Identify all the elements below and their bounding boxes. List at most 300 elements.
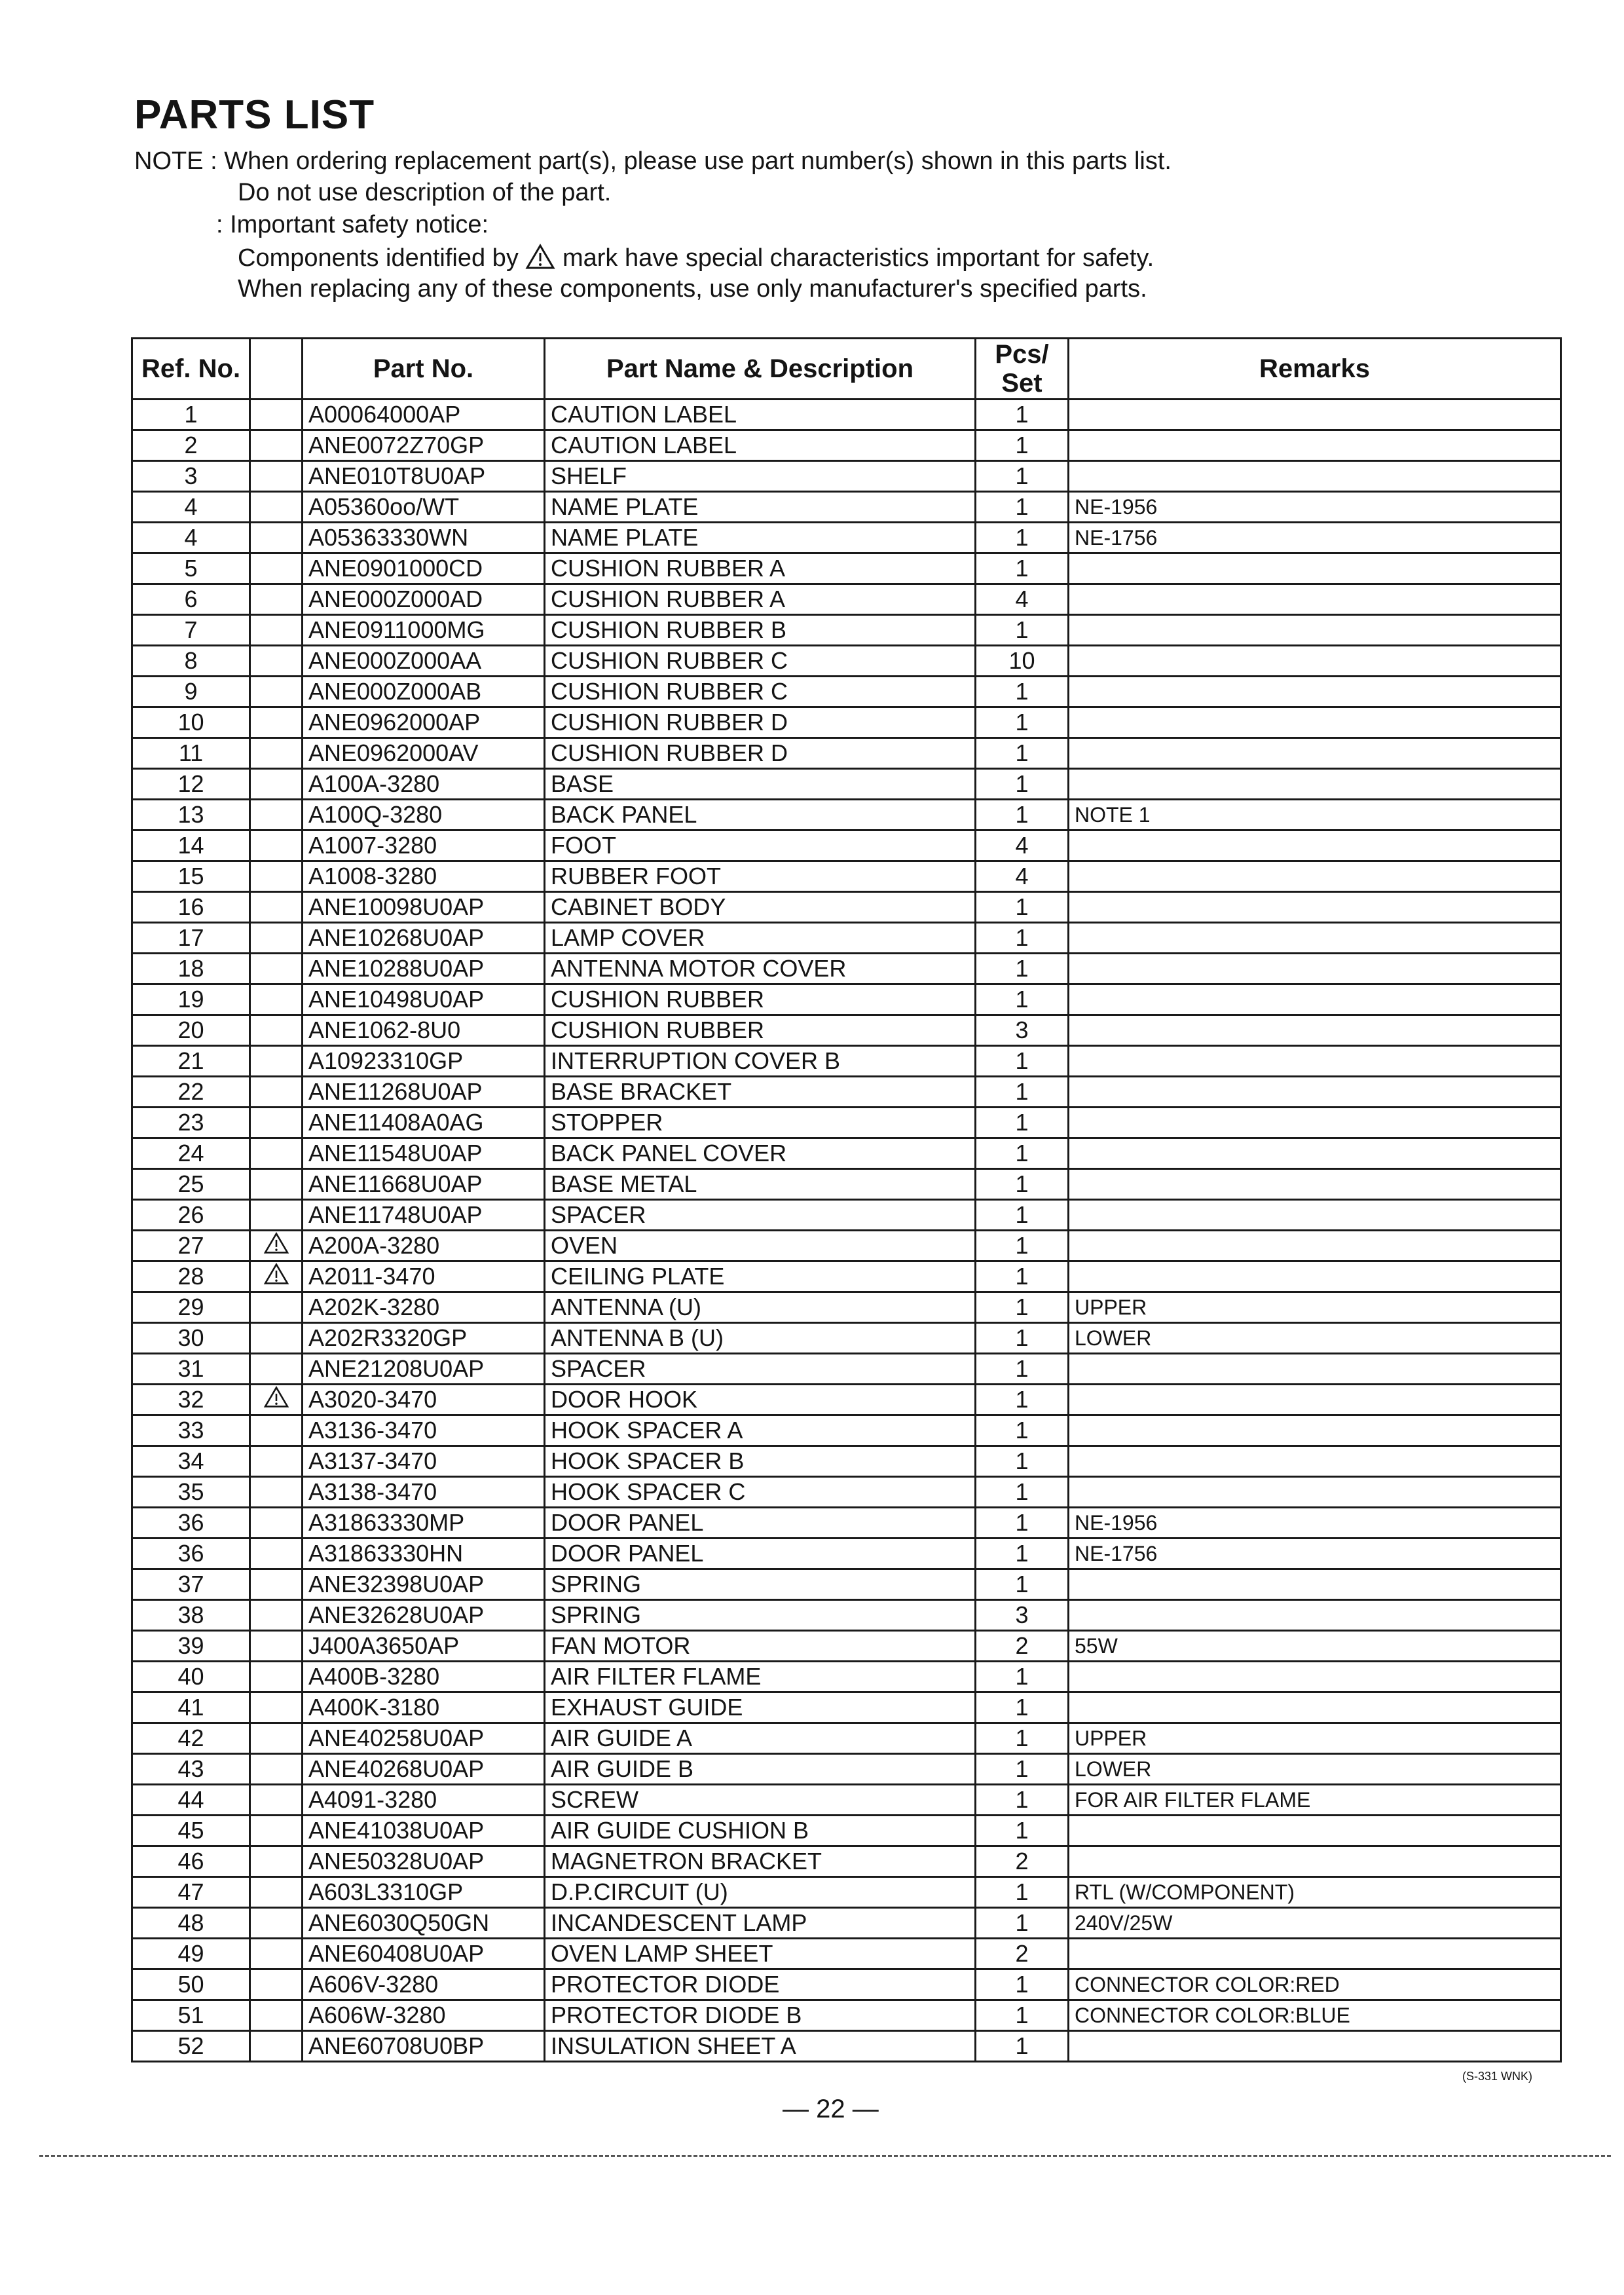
pcs-set-cell: 2: [976, 1939, 1069, 1969]
safety-mark-cell: [250, 492, 303, 523]
table-row: [132, 1385, 1561, 1415]
remarks-cell: [1069, 954, 1561, 984]
ref-no-cell: 50: [132, 1969, 250, 2000]
part-no-cell: ANE0072Z70GP: [303, 430, 545, 461]
table-row: [132, 1323, 1561, 1354]
description-cell: AIR FILTER FLAME: [545, 1662, 976, 1692]
safety-mark-cell: [250, 1261, 303, 1292]
part-no-cell: A31863330HN: [303, 1539, 545, 1569]
table-row: [132, 830, 1561, 861]
pcs-set-cell: 1: [976, 1754, 1069, 1785]
pcs-set-cell: 4: [976, 830, 1069, 861]
pcs-set-cell: 1: [976, 1323, 1069, 1354]
remarks-cell: [1069, 923, 1561, 954]
pcs-set-cell: 4: [976, 584, 1069, 615]
remarks-cell: [1069, 584, 1561, 615]
ref-no-cell: 14: [132, 830, 250, 861]
part-no-cell: ANE21208U0AP: [303, 1354, 545, 1385]
description-cell: CUSHION RUBBER D: [545, 707, 976, 738]
ref-no-cell: 20: [132, 1015, 250, 1046]
pcs-set-cell: 1: [976, 1723, 1069, 1754]
table-row: [132, 1723, 1561, 1754]
description-cell: MAGNETRON BRACKET: [545, 1846, 976, 1877]
ref-no-cell: 26: [132, 1200, 250, 1231]
safety-mark-cell: [250, 1385, 303, 1415]
part-no-cell: ANE11408A0AG: [303, 1108, 545, 1138]
part-no-cell: ANE10498U0AP: [303, 984, 545, 1015]
pcs-set-cell: 1: [976, 954, 1069, 984]
pcs-set-cell: 1: [976, 1908, 1069, 1939]
remarks-cell: [1069, 1446, 1561, 1477]
table-row: [132, 1569, 1561, 1600]
pcs-set-cell: 1: [976, 1692, 1069, 1723]
table-row: [132, 861, 1561, 892]
part-no-cell: ANE000Z000AB: [303, 677, 545, 707]
table-row: [132, 2031, 1561, 2062]
pcs-set-cell: 1: [976, 1200, 1069, 1231]
remarks-cell: [1069, 1600, 1561, 1631]
part-no-cell: ANE0962000AP: [303, 707, 545, 738]
ref-no-cell: 30: [132, 1323, 250, 1354]
safety-mark-cell: [250, 1477, 303, 1508]
description-cell: ANTENNA (U): [545, 1292, 976, 1323]
part-no-cell: A100Q-3280: [303, 800, 545, 830]
part-no-cell: A200A-3280: [303, 1231, 545, 1261]
ref-no-cell: 2: [132, 430, 250, 461]
description-cell: CUSHION RUBBER: [545, 1015, 976, 1046]
description-cell: CAUTION LABEL: [545, 430, 976, 461]
part-no-cell: A3020-3470: [303, 1385, 545, 1415]
part-no-cell: ANE10098U0AP: [303, 892, 545, 923]
safety-mark-cell: [250, 584, 303, 615]
pcs-set-cell: 1: [976, 492, 1069, 523]
remarks-cell: [1069, 677, 1561, 707]
part-no-cell: A00064000AP: [303, 400, 545, 430]
description-cell: INCANDESCENT LAMP: [545, 1908, 976, 1939]
part-no-cell: A400K-3180: [303, 1692, 545, 1723]
ref-no-cell: 39: [132, 1631, 250, 1662]
table-row: [132, 1539, 1561, 1569]
pcs-set-cell: 1: [976, 1508, 1069, 1539]
ref-no-cell: 34: [132, 1446, 250, 1477]
safety-mark-cell: [250, 1754, 303, 1785]
remarks-cell: [1069, 400, 1561, 430]
description-cell: INSULATION SHEET A: [545, 2031, 976, 2062]
ref-no-cell: 23: [132, 1108, 250, 1138]
part-no-cell: ANE40268U0AP: [303, 1754, 545, 1785]
part-no-cell: ANE0962000AV: [303, 738, 545, 769]
pcs-set-cell: 1: [976, 2000, 1069, 2031]
safety-mark-cell: [250, 830, 303, 861]
pcs-set-cell: 1: [976, 1169, 1069, 1200]
table-row: [132, 1754, 1561, 1785]
safety-mark-cell: [250, 1692, 303, 1723]
safety-mark-cell: [250, 1323, 303, 1354]
remarks-cell: NE-1756: [1069, 1539, 1561, 1569]
pcs-set-cell: 1: [976, 1046, 1069, 1077]
safety-mark-cell: [250, 1292, 303, 1323]
remarks-cell: [1069, 1846, 1561, 1877]
part-no-cell: ANE32628U0AP: [303, 1600, 545, 1631]
description-cell: BACK PANEL COVER: [545, 1138, 976, 1169]
description-cell: NAME PLATE: [545, 523, 976, 553]
table-row: [132, 1477, 1561, 1508]
table-row: [132, 1877, 1561, 1908]
table-row: [132, 954, 1561, 984]
part-no-cell: ANE41038U0AP: [303, 1816, 545, 1846]
ref-no-cell: 11: [132, 738, 250, 769]
ref-no-cell: 4: [132, 492, 250, 523]
table-row: [132, 800, 1561, 830]
table-row: [132, 584, 1561, 615]
ref-no-cell: 27: [132, 1231, 250, 1261]
description-cell: CAUTION LABEL: [545, 400, 976, 430]
description-cell: DOOR HOOK: [545, 1385, 976, 1415]
ref-no-cell: 17: [132, 923, 250, 954]
remarks-cell: [1069, 1354, 1561, 1385]
ref-no-cell: 36: [132, 1539, 250, 1569]
pcs-set-cell: 1: [976, 769, 1069, 800]
remarks-cell: [1069, 1231, 1561, 1261]
remarks-cell: [1069, 430, 1561, 461]
description-cell: BASE METAL: [545, 1169, 976, 1200]
remarks-cell: UPPER: [1069, 1292, 1561, 1323]
description-cell: LAMP COVER: [545, 923, 976, 954]
note-safety-mark: [238, 244, 1154, 272]
ref-no-cell: 49: [132, 1939, 250, 1969]
pcs-set-cell: 1: [976, 400, 1069, 430]
description-cell: SPACER: [545, 1200, 976, 1231]
parts-table: [131, 337, 1562, 2062]
description-cell: INTERRUPTION COVER B: [545, 1046, 976, 1077]
pcs-set-cell: 1: [976, 1354, 1069, 1385]
parts-table-body: [132, 400, 1561, 2062]
safety-mark-cell: [250, 646, 303, 677]
safety-mark-cell: [250, 1662, 303, 1692]
description-cell: HOOK SPACER B: [545, 1446, 976, 1477]
safety-mark-cell: [250, 1600, 303, 1631]
ref-no-cell: 3: [132, 461, 250, 492]
table-row: [132, 1046, 1561, 1077]
ref-no-cell: 15: [132, 861, 250, 892]
header-pcs-set: Pcs/ Set: [976, 339, 1069, 400]
remarks-cell: LOWER: [1069, 1323, 1561, 1354]
safety-mark-cell: [250, 1200, 303, 1231]
part-no-cell: A606V-3280: [303, 1969, 545, 2000]
table-row: [132, 2000, 1561, 2031]
remarks-cell: [1069, 1816, 1561, 1846]
remarks-cell: [1069, 892, 1561, 923]
ref-no-cell: 38: [132, 1600, 250, 1631]
safety-mark-cell: [250, 2031, 303, 2062]
description-cell: RUBBER FOOT: [545, 861, 976, 892]
pcs-set-cell: 1: [976, 1108, 1069, 1138]
page-number: — 22 —: [783, 2095, 879, 2123]
description-cell: EXHAUST GUIDE: [545, 1692, 976, 1723]
safety-mark-cell: [250, 1908, 303, 1939]
description-cell: CUSHION RUBBER: [545, 984, 976, 1015]
table-row: [132, 1969, 1561, 2000]
pcs-set-cell: 1: [976, 1785, 1069, 1816]
ref-no-cell: 52: [132, 2031, 250, 2062]
remarks-cell: RTL (W/COMPONENT): [1069, 1877, 1561, 1908]
pcs-set-cell: 3: [976, 1015, 1069, 1046]
remarks-cell: [1069, 707, 1561, 738]
pcs-set-cell: 1: [976, 615, 1069, 646]
safety-mark-cell: [250, 800, 303, 830]
pcs-set-cell: 1: [976, 1138, 1069, 1169]
table-row: [132, 646, 1561, 677]
header-description: Part Name & Description: [545, 339, 976, 400]
description-cell: HOOK SPACER A: [545, 1415, 976, 1446]
pcs-set-cell: 1: [976, 2031, 1069, 2062]
ref-no-cell: 13: [132, 800, 250, 830]
safety-mark-cell: [250, 1046, 303, 1077]
description-cell: DOOR PANEL: [545, 1508, 976, 1539]
ref-no-cell: 8: [132, 646, 250, 677]
table-row: [132, 1077, 1561, 1108]
safety-mark-cell: [250, 1415, 303, 1446]
table-row: [132, 553, 1561, 584]
ref-no-cell: 6: [132, 584, 250, 615]
part-no-cell: ANE11548U0AP: [303, 1138, 545, 1169]
warning-triangle-icon: [263, 1232, 289, 1254]
table-row: [132, 1138, 1561, 1169]
part-no-cell: ANE10288U0AP: [303, 954, 545, 984]
description-cell: CUSHION RUBBER C: [545, 677, 976, 707]
warning-triangle-icon: [525, 244, 555, 270]
pcs-set-cell: 1: [976, 984, 1069, 1015]
pcs-set-cell: 1: [976, 1292, 1069, 1323]
part-no-cell: ANE60708U0BP: [303, 2031, 545, 2062]
remarks-cell: [1069, 1939, 1561, 1969]
remarks-cell: [1069, 738, 1561, 769]
ref-no-cell: 18: [132, 954, 250, 984]
safety-mark-cell: [250, 1631, 303, 1662]
ref-no-cell: 5: [132, 553, 250, 584]
safety-mark-cell: [250, 861, 303, 892]
description-cell: FOOT: [545, 830, 976, 861]
table-row: [132, 1292, 1561, 1323]
bottom-rule: [39, 2155, 1611, 2157]
table-row: [132, 492, 1561, 523]
ref-no-cell: 22: [132, 1077, 250, 1108]
description-cell: D.P.CIRCUIT (U): [545, 1877, 976, 1908]
part-no-cell: A05360oo/WT: [303, 492, 545, 523]
ref-no-cell: 37: [132, 1569, 250, 1600]
table-row: [132, 1231, 1561, 1261]
page-title: PARTS LIST: [134, 92, 375, 138]
note-safety-prefix: Components identified by: [238, 244, 519, 272]
description-cell: ANTENNA MOTOR COVER: [545, 954, 976, 984]
description-cell: SPACER: [545, 1354, 976, 1385]
part-no-cell: ANE10268U0AP: [303, 923, 545, 954]
part-no-cell: ANE000Z000AD: [303, 584, 545, 615]
pcs-set-cell: 1: [976, 1446, 1069, 1477]
table-row: [132, 461, 1561, 492]
description-cell: BASE: [545, 769, 976, 800]
ref-no-cell: 40: [132, 1662, 250, 1692]
part-no-cell: A31863330MP: [303, 1508, 545, 1539]
part-no-cell: A3138-3470: [303, 1477, 545, 1508]
ref-no-cell: 32: [132, 1385, 250, 1415]
table-row: [132, 1108, 1561, 1138]
part-no-cell: A1007-3280: [303, 830, 545, 861]
pcs-set-cell: 1: [976, 800, 1069, 830]
note-safety-suffix: mark have special characteristics important for safety.: [562, 244, 1154, 272]
safety-mark-cell: [250, 677, 303, 707]
remarks-cell: [1069, 646, 1561, 677]
table-row: [132, 892, 1561, 923]
ref-no-cell: 51: [132, 2000, 250, 2031]
ref-no-cell: 25: [132, 1169, 250, 1200]
description-cell: AIR GUIDE B: [545, 1754, 976, 1785]
header-ref-no: Ref. No.: [132, 339, 250, 400]
pcs-set-cell: 1: [976, 923, 1069, 954]
safety-mark-cell: [250, 707, 303, 738]
part-no-cell: ANE11268U0AP: [303, 1077, 545, 1108]
safety-mark-cell: [250, 430, 303, 461]
ref-no-cell: 19: [132, 984, 250, 1015]
description-cell: AIR GUIDE CUSHION B: [545, 1816, 976, 1846]
remarks-cell: [1069, 1046, 1561, 1077]
note-replacing: When replacing any of these components, use only manufacturer's specified parts.: [238, 275, 1147, 303]
pcs-set-cell: 1: [976, 738, 1069, 769]
description-cell: SCREW: [545, 1785, 976, 1816]
ref-no-cell: 21: [132, 1046, 250, 1077]
note-ordering: NOTE : When ordering replacement part(s), please use part number(s) shown in this parts list.: [134, 147, 1172, 175]
part-no-cell: A3137-3470: [303, 1446, 545, 1477]
table-row: [132, 769, 1561, 800]
safety-mark-cell: [250, 1138, 303, 1169]
ref-no-cell: 10: [132, 707, 250, 738]
ref-no-cell: 44: [132, 1785, 250, 1816]
table-row: [132, 400, 1561, 430]
pcs-set-cell: 1: [976, 1969, 1069, 2000]
safety-mark-cell: [250, 1846, 303, 1877]
description-cell: NAME PLATE: [545, 492, 976, 523]
safety-mark-cell: [250, 1446, 303, 1477]
safety-mark-cell: [250, 954, 303, 984]
table-row: [132, 1015, 1561, 1046]
safety-mark-cell: [250, 1231, 303, 1261]
part-no-cell: ANE40258U0AP: [303, 1723, 545, 1754]
note-safety-heading: : Important safety notice:: [216, 211, 489, 238]
remarks-cell: 55W: [1069, 1631, 1561, 1662]
remarks-cell: [1069, 830, 1561, 861]
ref-no-cell: 46: [132, 1846, 250, 1877]
header-remarks: Remarks: [1069, 339, 1561, 400]
pcs-set-cell: 1: [976, 1477, 1069, 1508]
ref-no-cell: 41: [132, 1692, 250, 1723]
description-cell: PROTECTOR DIODE B: [545, 2000, 976, 2031]
remarks-cell: [1069, 1169, 1561, 1200]
remarks-cell: CONNECTOR COLOR:RED: [1069, 1969, 1561, 2000]
remarks-cell: NE-1756: [1069, 523, 1561, 553]
table-row: [132, 1261, 1561, 1292]
header-safety-mark: [250, 339, 303, 400]
part-no-cell: ANE0901000CD: [303, 553, 545, 584]
warning-triangle-icon: [263, 1386, 289, 1408]
safety-mark-cell: [250, 738, 303, 769]
ref-no-cell: 42: [132, 1723, 250, 1754]
safety-mark-cell: [250, 1939, 303, 1969]
part-no-cell: J400A3650AP: [303, 1631, 545, 1662]
description-cell: CUSHION RUBBER C: [545, 646, 976, 677]
ref-no-cell: 33: [132, 1415, 250, 1446]
ref-no-cell: 36: [132, 1508, 250, 1539]
ref-no-cell: 48: [132, 1908, 250, 1939]
part-no-cell: ANE60408U0AP: [303, 1939, 545, 1969]
table-row: [132, 1939, 1561, 1969]
safety-mark-cell: [250, 1785, 303, 1816]
safety-mark-cell: [250, 1816, 303, 1846]
remarks-cell: FOR AIR FILTER FLAME: [1069, 1785, 1561, 1816]
table-row: [132, 707, 1561, 738]
safety-mark-cell: [250, 1969, 303, 2000]
part-no-cell: ANE11668U0AP: [303, 1169, 545, 1200]
safety-mark-cell: [250, 615, 303, 646]
pcs-set-cell: 3: [976, 1600, 1069, 1631]
pcs-set-cell: 1: [976, 677, 1069, 707]
description-cell: HOOK SPACER C: [545, 1477, 976, 1508]
table-row: [132, 1662, 1561, 1692]
table-row: [132, 923, 1561, 954]
table-row: [132, 1692, 1561, 1723]
ref-no-cell: 31: [132, 1354, 250, 1385]
table-row: [132, 615, 1561, 646]
pcs-set-cell: 1: [976, 707, 1069, 738]
ref-no-cell: 12: [132, 769, 250, 800]
table-row: [132, 1846, 1561, 1877]
part-no-cell: ANE0911000MG: [303, 615, 545, 646]
ref-no-cell: 28: [132, 1261, 250, 1292]
pcs-set-cell: 1: [976, 1231, 1069, 1261]
part-no-cell: ANE11748U0AP: [303, 1200, 545, 1231]
safety-mark-cell: [250, 984, 303, 1015]
part-no-cell: A10923310GP: [303, 1046, 545, 1077]
remarks-cell: NE-1956: [1069, 492, 1561, 523]
safety-mark-cell: [250, 1508, 303, 1539]
description-cell: AIR GUIDE A: [545, 1723, 976, 1754]
ref-no-cell: 43: [132, 1754, 250, 1785]
pcs-set-cell: 1: [976, 1662, 1069, 1692]
pcs-set-cell: 1: [976, 1816, 1069, 1846]
pcs-set-cell: 4: [976, 861, 1069, 892]
ref-no-cell: 7: [132, 615, 250, 646]
remarks-cell: [1069, 1108, 1561, 1138]
table-row: [132, 1508, 1561, 1539]
part-no-cell: ANE32398U0AP: [303, 1569, 545, 1600]
pcs-set-cell: 1: [976, 1077, 1069, 1108]
table-row: [132, 430, 1561, 461]
description-cell: OVEN: [545, 1231, 976, 1261]
description-cell: CUSHION RUBBER A: [545, 553, 976, 584]
remarks-cell: [1069, 1077, 1561, 1108]
table-row: [132, 1169, 1561, 1200]
remarks-cell: [1069, 1138, 1561, 1169]
ref-no-cell: 24: [132, 1138, 250, 1169]
remarks-cell: [1069, 461, 1561, 492]
part-no-cell: A100A-3280: [303, 769, 545, 800]
description-cell: CABINET BODY: [545, 892, 976, 923]
pcs-set-cell: 1: [976, 523, 1069, 553]
pcs-set-cell: 1: [976, 892, 1069, 923]
document-code: (S-331 WNK): [1462, 2070, 1532, 2083]
note-description: Do not use description of the part.: [238, 179, 612, 206]
table-row: [132, 738, 1561, 769]
ref-no-cell: 35: [132, 1477, 250, 1508]
